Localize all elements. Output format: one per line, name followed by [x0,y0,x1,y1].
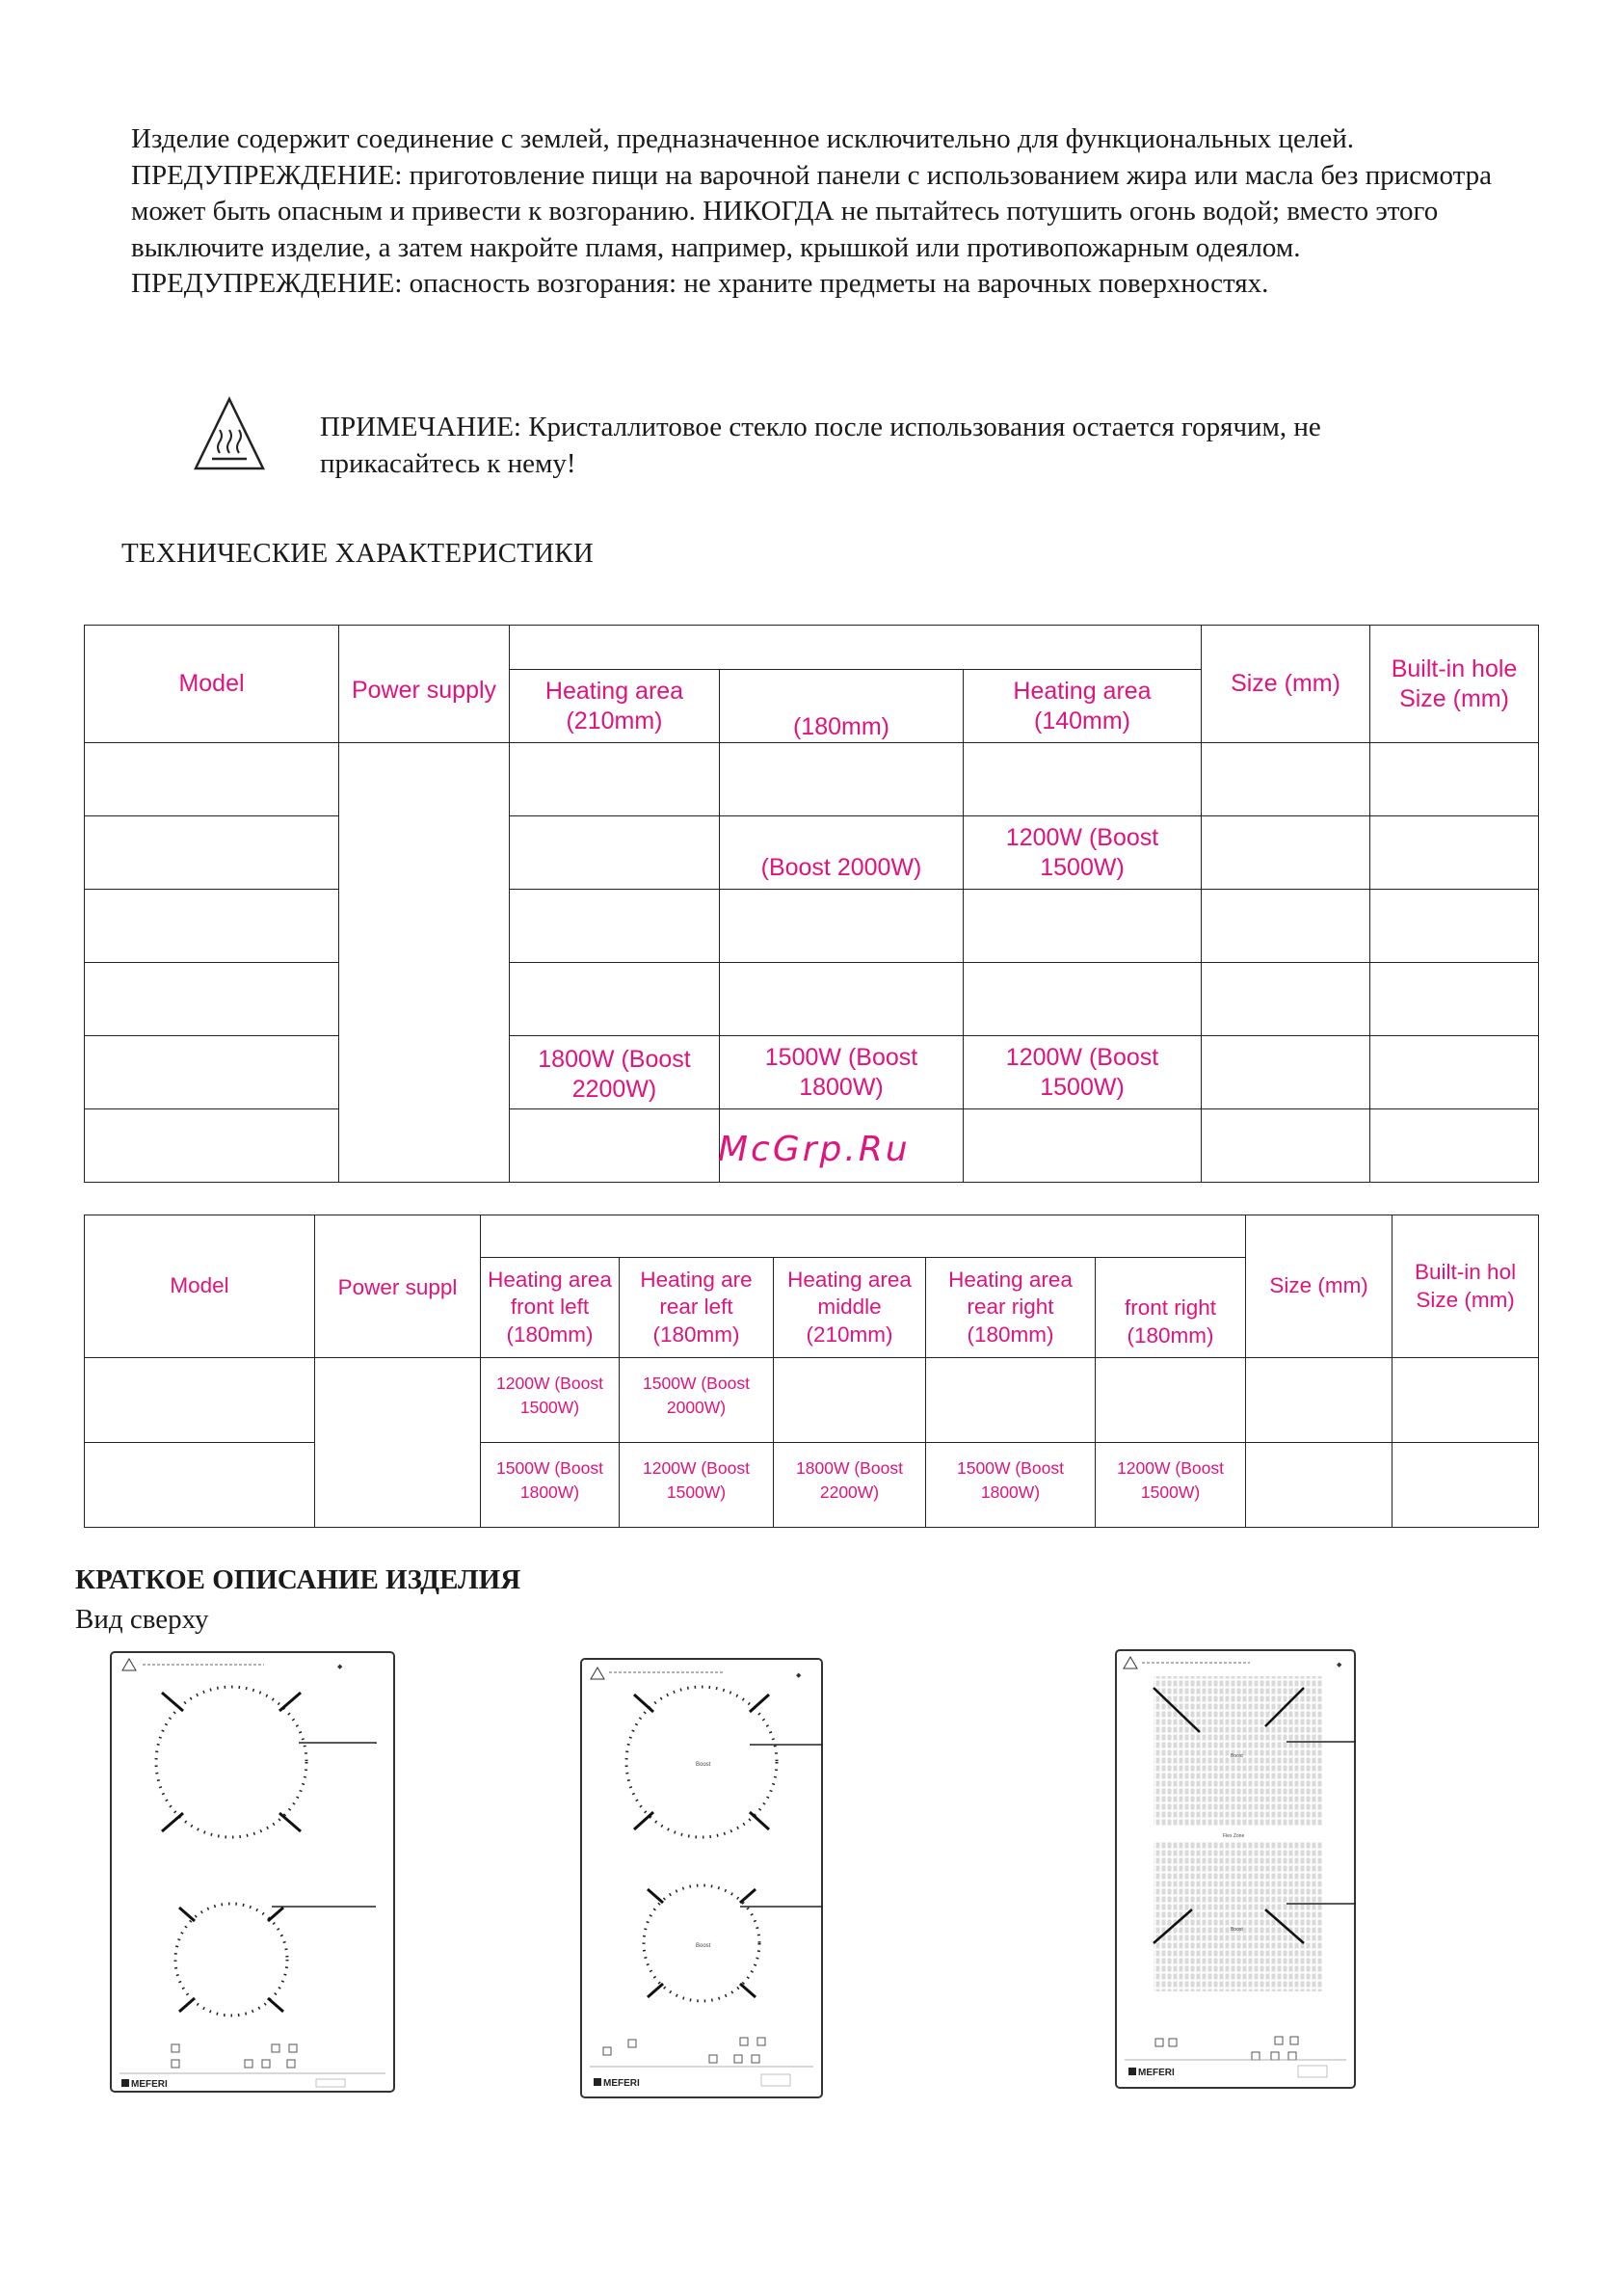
header-power [339,626,510,743]
svg-text:◆: ◆ [1337,1662,1342,1669]
cell-140 [964,1036,1202,1109]
table-row [85,1443,1539,1528]
header-size-label: Size (mm) [1231,670,1340,697]
header-size [1246,1215,1393,1358]
table-row [85,890,1539,963]
table-row [85,1036,1539,1109]
header-hole [1393,1215,1539,1358]
header-power-label: Power supply [351,677,497,704]
cell-rear-left [620,1443,774,1528]
cell-180-value: 1500W (Boost 1800W) [764,1043,918,1101]
boost-label: Boost [1231,1753,1243,1759]
header-power [315,1215,481,1358]
spec-table-domino [84,625,1539,1183]
header-front-left-label: Heating area front left (180mm) [488,1267,612,1347]
header-heating-140 [964,670,1202,743]
header-size [1202,626,1370,743]
spec-title: ТЕХНИЧЕСКИЕ ХАРАКТЕРИСТИКИ [121,538,594,569]
cell-rear-left [620,1358,774,1443]
cell-180 [720,816,964,890]
header-model-label: Model [178,670,245,697]
cell-front-left-value: 1500W (Boost 1800W) [496,1457,603,1502]
hot-glass-note: ПРИМЕЧАНИЕ: Кристаллитовое стекло после использования остается горячим, не прикасайтесь к нему! [320,412,1321,479]
cell-180-value: (Boost 2000W) [760,854,922,881]
cell-140 [964,816,1202,890]
cell-rear-left-value: 1200W (Boost 1500W) [643,1457,750,1502]
cell-140-value: 1200W (Boost 1500W) [1005,1043,1159,1101]
intro-paragraph-3: ПРЕДУПРЕЖДЕНИЕ: опасность возгорания: не храните предметы на варочных поверхностях. [131,268,1269,300]
cell-middle-value: 1800W (Boost 2200W) [796,1457,903,1502]
cell-front-right [1096,1443,1246,1528]
header-middle [774,1258,926,1358]
cell-210 [510,1036,720,1109]
header-hole-label: Built-in hole Size (mm) [1391,654,1518,712]
cell-front-left [481,1443,620,1528]
boost-label: Boost [696,1762,711,1768]
brand-logo: MEFERI [1138,2068,1175,2078]
cell-140-value: 1200W (Boost 1500W) [1005,823,1159,881]
header-model [85,1215,315,1358]
spec-table-five-zone [84,1215,1539,1528]
brief-subtitle: Вид сверху [75,1604,209,1635]
svg-text:◆: ◆ [796,1672,802,1679]
header-heating-group [481,1215,1246,1258]
brief-title: КРАТКОЕ ОПИСАНИЕ ИЗДЕЛИЯ [75,1564,521,1595]
brand-logo: MEFERI [603,2078,640,2089]
boost-label: Boost [1231,1927,1243,1933]
header-heating-180 [720,670,964,743]
header-front-left [481,1258,620,1358]
header-size-label: Size (mm) [1269,1273,1368,1298]
cell-rear-right-value: 1500W (Boost 1800W) [957,1457,1064,1502]
cooktop-top-view-2 [580,1658,823,2098]
header-front-right [1096,1258,1246,1358]
header-heating-140-label: Heating area (140mm) [1013,677,1152,734]
cell-middle [774,1443,926,1528]
intro-text [131,121,1499,303]
flex-zone-label: Flex Zone [1223,1833,1245,1839]
header-heating-210 [510,670,720,743]
cooktop-top-view-3-flex [1115,1649,1356,2089]
header-rear-left [620,1258,774,1358]
intro-paragraph-1: Изделие содержит соединение с землей, предназначенное исключительно для функциональных целей. [131,123,1355,154]
table-row [85,743,1539,816]
cell-rear-left-value: 1500W (Boost 2000W) [643,1373,750,1417]
cell-front-left-value: 1200W (Boost 1500W) [496,1373,603,1417]
brand-logo: MEFERI [131,2079,168,2090]
intro-paragraph-2: ПРЕДУПРЕЖДЕНИЕ: приготовление пищи на варочной панели с использованием жира или масла без присмотра может быть опасным и привести к возгоранию. НИКОГДА не пытайтесь потушить огонь водой; вместо этого выключите изделие, а затем накройте пламя, например, крышкой или противопожарным одеялом. [131,159,1493,263]
table-row [85,1358,1539,1443]
header-rear-right [926,1258,1096,1358]
cooktop-top-view-1 [110,1651,395,2093]
header-model-label: Model [170,1273,229,1298]
svg-text:◆: ◆ [337,1664,343,1670]
cell-front-right-value: 1200W (Boost 1500W) [1117,1457,1224,1502]
header-hole-label: Built-in hol Size (mm) [1415,1260,1517,1312]
header-rear-left-label: Heating are rear left (180mm) [640,1267,753,1347]
header-middle-label: Heating area middle (210mm) [787,1267,912,1347]
cell-210-value: 1800W (Boost 2200W) [538,1045,691,1103]
header-heating-210-label: Heating area (210mm) [544,677,684,734]
cell-front-left [481,1358,620,1443]
header-hole [1370,626,1539,743]
header-power-label: Power suppl [337,1275,458,1300]
table-row [85,816,1539,890]
header-heating-group [510,626,1202,670]
header-front-right-label: front right (180mm) [1125,1295,1217,1348]
cell-180 [720,1036,964,1109]
boost-label: Boost [696,1943,711,1949]
table-row [85,963,1539,1036]
watermark: McGrp.Ru [718,1130,911,1169]
hot-surface-warning-icon [193,395,266,472]
header-model [85,626,339,743]
header-heating-180-label: (180mm) [792,713,889,740]
cell-rear-right [926,1443,1096,1528]
header-rear-right-label: Heating area rear right (180mm) [948,1267,1073,1347]
